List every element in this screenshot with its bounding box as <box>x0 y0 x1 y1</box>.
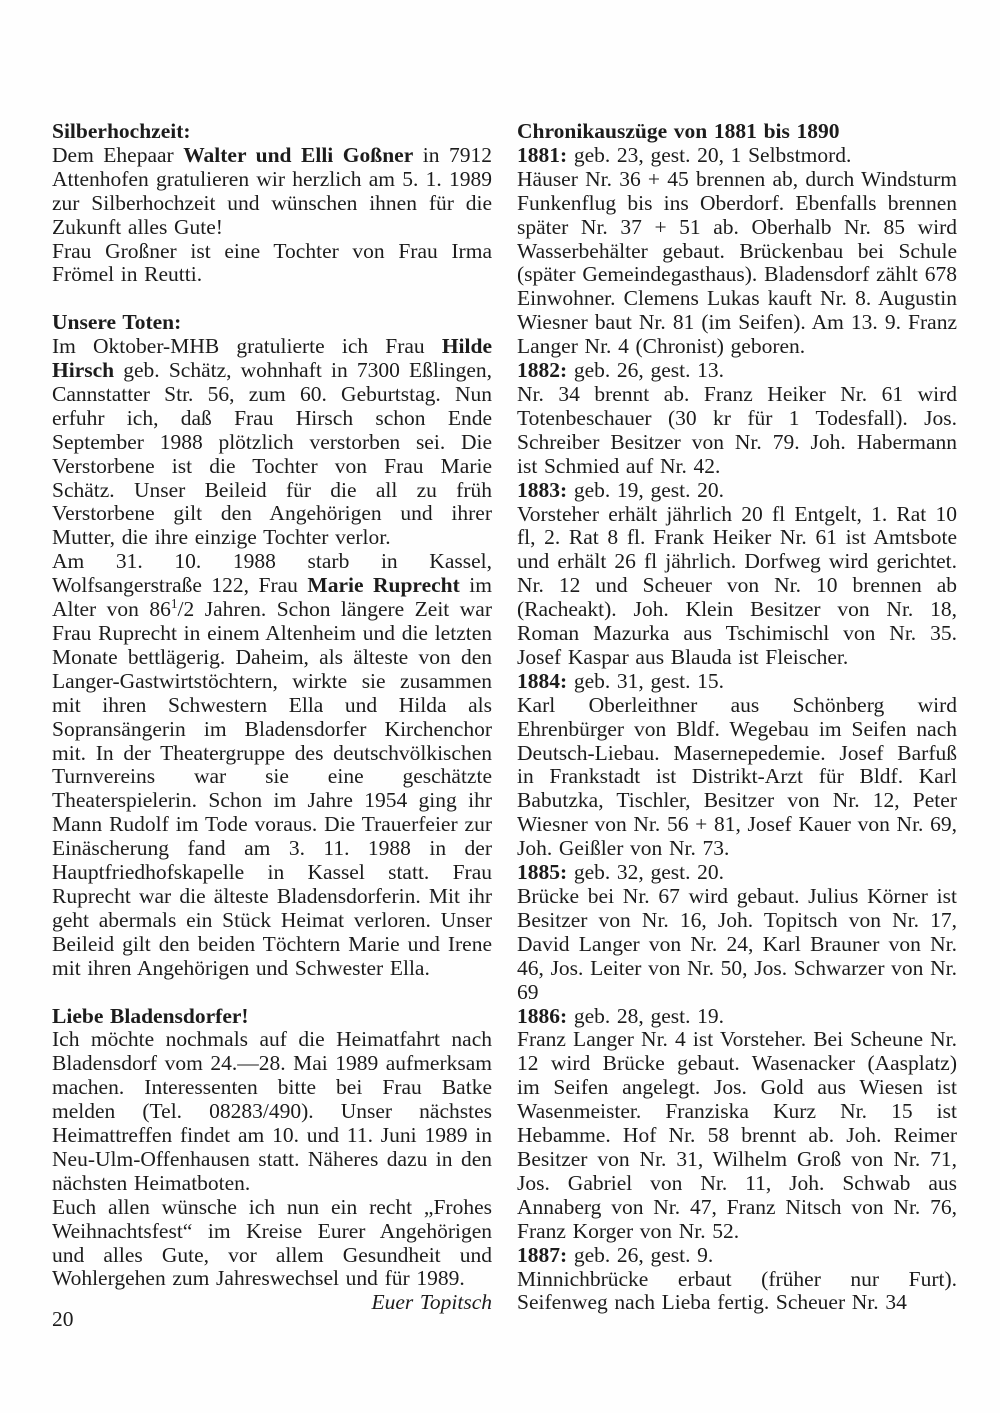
paragraph <box>517 503 957 670</box>
text-run: Marie Ruprecht <box>307 573 460 598</box>
text-run: 1 <box>170 595 178 611</box>
right-column <box>517 120 957 1315</box>
text-run: geb. 19, gest. 20. <box>567 477 725 502</box>
text-run: Chronikauszüge von 1881 bis 1890 <box>517 119 840 143</box>
paragraph <box>517 1028 957 1243</box>
text-run: Vorsteher erhält jährlich 20 fl Entgelt, 1. Rat 10 fl, 2. Rat 8 fl. Frank Heiker Nr. 61 ist Amtsbote und erhält 26 fl jährlich. Dorfweg wird gerichtet. Nr. 12 und Scheuer von Nr. 10 brennen ab (Racheakt). Joh. Klein Besitzer von Nr. 18, Roman Mazurka aus Tschimischl von Nr. 35. Josef Kaspar aus Blauda ist Fleischer. <box>517 501 957 669</box>
text-run: 1884: <box>517 668 568 693</box>
text-run: Hilde Hirsch <box>52 334 492 383</box>
text-run: geb. 23, gest. 20, 1 Selbstmord. <box>567 142 852 167</box>
text-run: Brücke bei Nr. 67 wird gebaut. Julius Körner ist Besitzer von Nr. 16, Joh. Topitsch von Nr. 17, David Langer von Nr. 24, Karl Brauner von Nr. 46, Jos. Leiter von Nr. 50, Jos. Schwarzer von Nr. 69 <box>517 884 957 1004</box>
text-run: Nr. 34 brennt ab. Franz Heiker Nr. 61 wird Totenbeschauer (30 kr für 1 Todesfall). Jos. Schreiber Besitzer von Nr. 79. Joh. Habermann ist Schmied auf Nr. 42. <box>517 381 957 478</box>
text-run: Franz Langer Nr. 4 ist Vorsteher. Bei Scheune Nr. 12 wird Brücke gebaut. Wasenacker (Aasplatz) im Seifen angelegt. Jos. Gold aus Wiesen ist Wasenmeister. Franziska Kurz Nr. 15 ist Hebamme. Hof Nr. 58 brennt ab. Joh. Reimer Besitzer von Nr. 31, Wilhelm Groß von Nr. 71, Jos. Gabriel von Nr. 11, Joh. Schwab aus Annaberg von Nr. 47, Franz Nitsch von Nr. 76, Franz Korger von Nr. 52. <box>517 1027 957 1243</box>
paragraph <box>52 335 492 550</box>
signature-line <box>52 1291 492 1315</box>
text-run: 1885: <box>517 860 568 885</box>
paragraph <box>52 1196 492 1292</box>
text-run: Silberhochzeit: <box>52 119 191 143</box>
text-run: geb. 31, gest. 15. <box>567 668 725 693</box>
section-heading <box>52 1005 492 1029</box>
text-run: in 7912 Attenhofen gratulieren wir herzlich am 5. 1. 1989 zur Silberhochzeit und wünschen ihnen für die Zukunft alles Gute! <box>52 142 493 239</box>
text-run: Im Oktober-MHB gratulierte ich Frau <box>52 334 442 359</box>
paragraph <box>517 694 957 861</box>
paragraph <box>517 670 957 694</box>
text-run: geb. 28, gest. 19. <box>567 1003 725 1028</box>
text-run: geb. 26, gest. 13. <box>567 358 725 383</box>
section-heading <box>517 120 957 144</box>
paragraph <box>517 885 957 1005</box>
paragraph <box>52 550 492 980</box>
paragraph <box>52 1028 492 1195</box>
text-run: Ich möchte nochmals auf die Heimatfahrt nach Bladensdorf vom 24.—28. Mai 1989 aufmerksam machen. Interessenten bitte bei Frau Batke melden (Tel. 08283/490). Unser nächstes Heimattreffen findet am 10. und 11. Juni 1989 in Neu-Ulm-Offenhausen statt. Näheres dazu in den nächsten Heimatboten. <box>52 1027 492 1195</box>
text-run: 1886: <box>517 1003 568 1028</box>
page-number: 20 <box>52 1307 74 1331</box>
text-run: Liebe Bladensdorfer! <box>52 1003 249 1028</box>
text-run: Am 31. 10. 1988 starb in Kassel, Wolfsangerstraße 122, Frau <box>52 549 492 598</box>
text-run: Häuser Nr. 36 + 45 brennen ab, durch Windsturm Funkenflug bis ins Oberdorf. Ebenfalls brennen später Nr. 37 + 51 ab. Oberhalb Nr. 85 wird Wasserbehälter gebaut. Brückenbau bei Schule (später Gemeindegasthaus). Bladensdorf zählt 678 Einwohner. Clemens Lukas kauft Nr. 8. Augustin Wiesner baut Nr. 81 (im Seifen). Am 13. 9. Franz Langer Nr. 4 (Chronist) geboren. <box>517 166 957 359</box>
text-run: Euer Topitsch <box>371 1290 492 1315</box>
paragraph <box>517 861 957 885</box>
text-run: Minnichbrücke erbaut (früher nur Furt). Seifenweg nach Lieba fertig. Scheuer Nr. 34 <box>517 1266 957 1315</box>
text-run: Frau Großner ist eine Tochter von Frau Irma Frömel in Reutti. <box>52 238 492 287</box>
paragraph <box>517 479 957 503</box>
text-run: im Alter von 86 <box>52 573 492 622</box>
text-run: Unsere Toten: <box>52 310 182 335</box>
text-run: /2 Jahren. Schon längere Zeit war Frau Ruprecht in einem Altenheim und die letzten Monate bettlägerig. Daheim, als älteste von den Langer-Gastwirtstöchtern, wirkte sie zusammen mit ihren Schwestern Ella und Hilda als Sopransängerin im Bladensdorfer Kirchenchor mit. In der Theatergruppe des deutschvölkischen Turnvereins war sie eine geschätzte Theaterspielerin. Schon im Jahre 1954 ging ihr Mann Rudolf im Tode voraus. Die Trauerfeier zur Einäscherung fand am 3. 11. 1988 in der Hauptfriedhofskapelle in Kassel statt. Frau Ruprecht war die älteste Bladensdorferin. Mit ihr geht abermals ein Stück Heimat verloren. Unser Beileid gilt den beiden Töchtern Marie und Irene mit ihren Angehörigen und Schwester Ella. <box>52 597 492 980</box>
text-run: geb. 26, gest. 9. <box>567 1242 714 1267</box>
text-run: Dem Ehepaar <box>52 142 184 167</box>
paragraph <box>517 144 957 168</box>
paragraph <box>52 240 492 288</box>
text-run: Walter und Elli Goßner <box>183 142 414 167</box>
text-run: geb. Schätz, wohnhaft in 7300 Eßlingen, Cannstatter Str. 56, zum 60. Geburtstag. Nun erfuhr ich, daß Frau Hirsch schon Ende September 1988 plötzlich verstorben sei. Die Verstorbene ist die Tochter von Frau Marie Schätz. Unser Beileid für die all zu früh Verstorbene gilt den Angehörigen und ihrer Mutter, die ihre einzige Tochter verlor. <box>52 358 492 550</box>
text-run: 1883: <box>517 477 568 502</box>
paragraph <box>517 1005 957 1029</box>
paragraph <box>517 168 957 359</box>
text-run: 1887: <box>517 1242 568 1267</box>
text-run: Karl Oberleithner aus Schönberg wird Ehrenbürger von Bldf. Wegebau im Seifen nach Deutsch-Liebau. Masernepedemie. Josef Barfuß in Frankstadt ist Distrikt-Arzt für Bldf. Karl Babutzka, Tischler, Besitzer von Nr. 12, Peter Wiesner von Nr. 56 + 81, Josef Kauer von Nr. 69, Joh. Geißler von Nr. 73. <box>517 692 957 861</box>
paragraph <box>517 1244 957 1268</box>
left-column <box>52 120 492 1315</box>
text-run: Euch allen wünsche ich nun ein recht „Frohes Weihnachtsfest“ im Kreise Eurer Angehörigen und alles Gute, vor allem Gesundheit und Wohlergehen zum Jahreswechsel und für 1989. <box>52 1194 492 1291</box>
two-column-layout <box>52 120 957 1315</box>
section-heading <box>52 120 492 144</box>
paragraph <box>52 144 492 240</box>
section-heading <box>52 311 492 335</box>
paragraph <box>517 359 957 383</box>
paragraph <box>517 383 957 479</box>
text-run: 1881: <box>517 142 568 167</box>
paragraph <box>517 1268 957 1316</box>
text-run: geb. 32, gest. 20. <box>567 860 725 885</box>
text-run: 1882: <box>517 358 568 383</box>
